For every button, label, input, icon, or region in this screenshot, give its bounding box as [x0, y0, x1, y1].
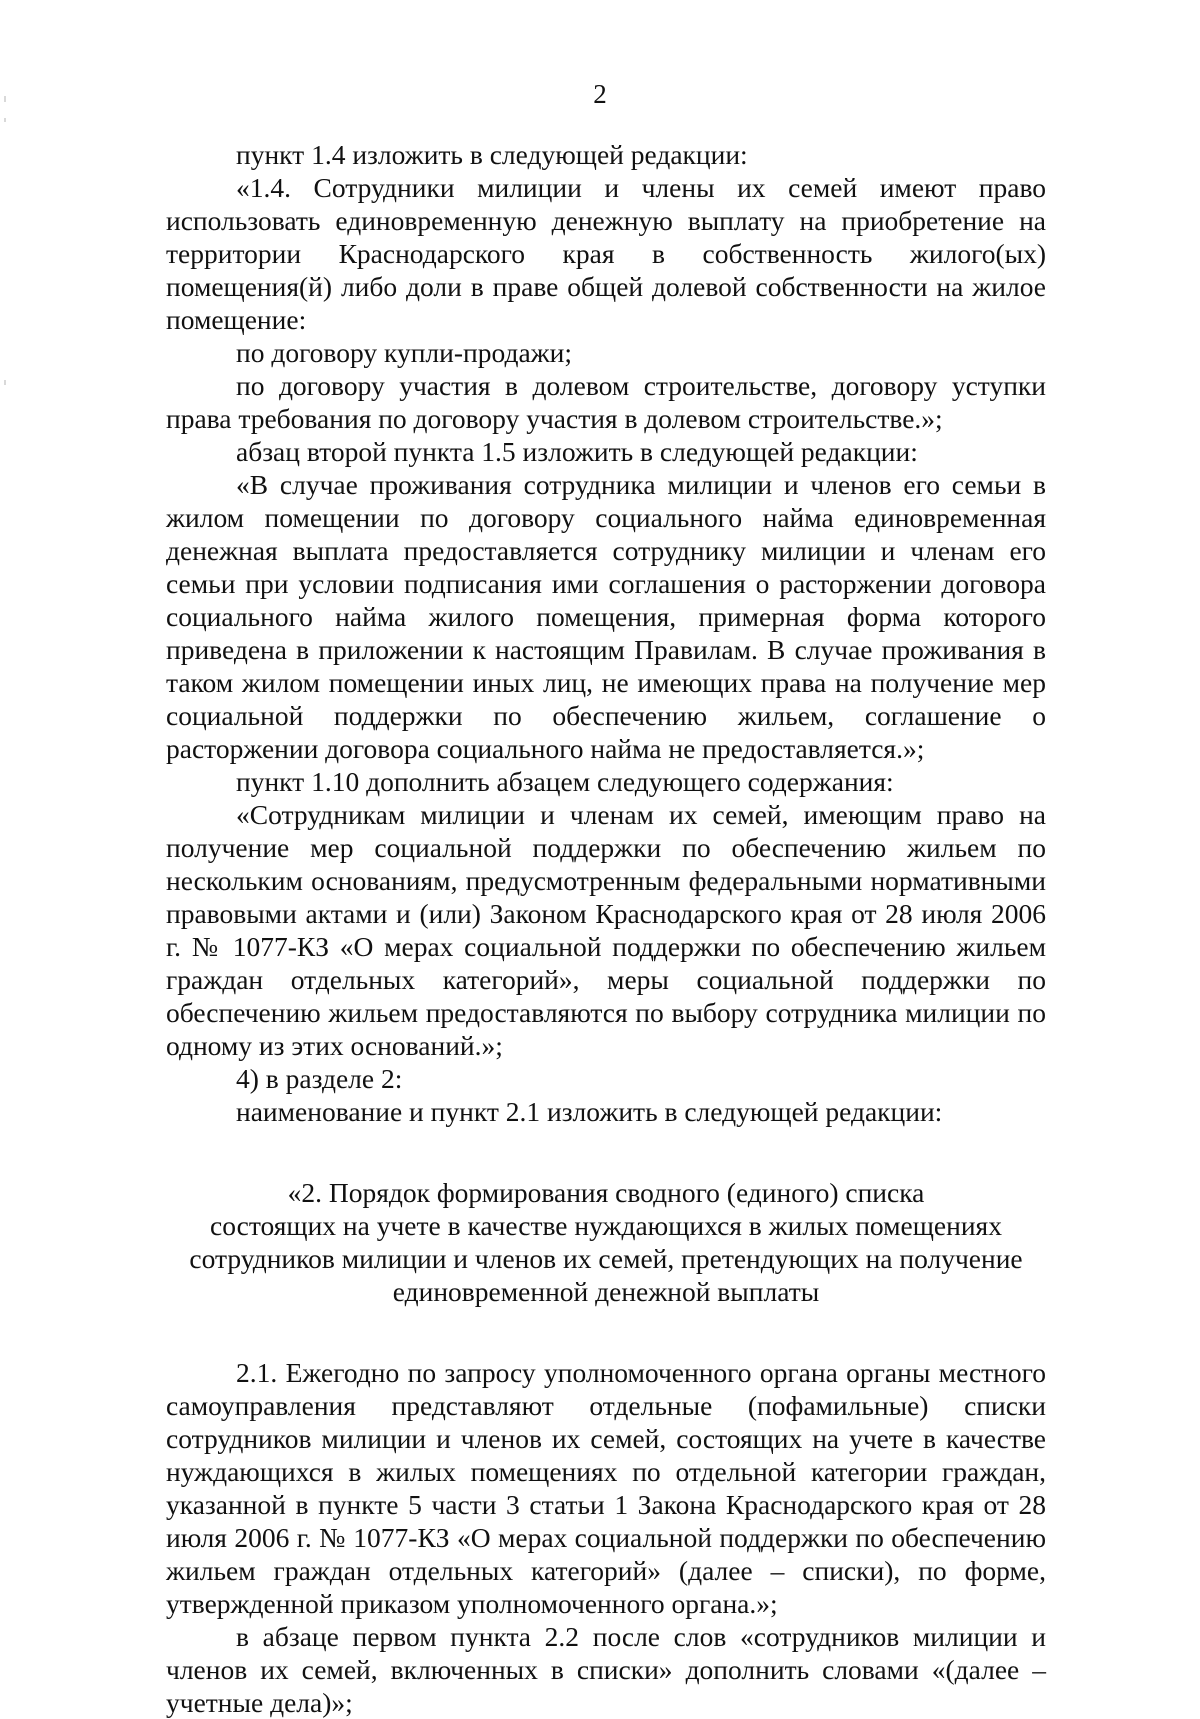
paragraph: 4) в разделе 2: — [236, 1063, 403, 1094]
paragraph: «1.4. Сотрудники милиции и члены их семей имеют право использовать единовременную денежную выплату на приобретение на территории Краснодарского края в собственность жилого(ых) помещения(й) либо доли в праве общей долевой собственности на жилое помещение: — [166, 172, 1046, 335]
paragraph: 2.1. Ежегодно по запросу уполномоченного органа органы местного самоуправления представляют отдельные (пофамильные) списки сотрудников милиции и членов их семей, состоящих на учете в качестве нуждающихся в жилых помещениях по отдельной категории граждан, указанной в пункте 5 части 3 статьи 1 Закона Краснодарского края от 28 июля 2006 г. № 1077-КЗ «О мерах социальной поддержки по обеспечению жильем граждан отдельных категорий» (далее – списки), по форме, утвержденной приказом уполномоченного органа.»; — [166, 1357, 1046, 1619]
section-heading-line: единовременной денежной выплаты — [392, 1276, 820, 1307]
scan-artifact — [4, 380, 6, 385]
paragraph: абзац второй пункта 1.5 изложить в следующей редакции: — [236, 436, 918, 467]
paragraph: пункт 1.10 дополнить абзацем следующего содержания: — [236, 766, 894, 797]
section-heading-line: «2. Порядок формирования сводного (единого) списка — [287, 1177, 925, 1208]
paragraph: наименование и пункт 2.1 изложить в следующей редакции: — [236, 1096, 943, 1127]
paragraph: по договору купли-продажи; — [236, 337, 573, 368]
scan-artifact — [4, 118, 6, 122]
page-number: 2 — [593, 79, 607, 109]
document-body — [166, 138, 1046, 1719]
paragraph: по договору участия в долевом строительстве, договору уступки права требования по договору участия в долевом строительстве.»; — [166, 370, 1046, 434]
paragraph: в абзаце первом пункта 2.2 после слов «сотрудников милиции и членов их семей, включенных в списки» дополнить словами «(далее – учетные дела)»; — [166, 1621, 1046, 1718]
paragraph: «Сотрудникам милиции и членам их семей, имеющим право на получение мер социальной поддержки по обеспечению жильем по нескольким основаниям, предусмотренным федеральными нормативными правовыми актами и (или) Законом Краснодарского края от 28 июля 2006 г. № 1077-КЗ «О мерах социальной поддержки по обеспечению жильем граждан отдельных категорий», меры социальной поддержки по обеспечению жильем предоставляются по выбору сотрудника милиции по одному из этих оснований.»; — [166, 799, 1046, 1061]
paragraph: «В случае проживания сотрудника милиции и членов его семьи в жилом помещении по договору социального найма единовременная денежная выплата предоставляется сотруднику милиции и членам его семьи при условии подписания ими соглашения о расторжении договора социального найма жилого помещения, примерная форма которого приведена в приложении к настоящим Правилам. В случае проживания в таком жилом помещении иных лиц, не имеющих права на получение мер социальной поддержки по обеспечению жильем, соглашение о расторжении договора социального найма не предоставляется.»; — [166, 469, 1046, 764]
paragraph: пункт 1.4 изложить в следующей редакции: — [236, 139, 748, 170]
section-heading-line: состоящих на учете в качестве нуждающихся в жилых помещениях — [210, 1210, 1002, 1241]
section-heading-line: сотрудников милиции и членов их семей, претендующих на получение — [189, 1243, 1023, 1274]
section-heading — [166, 1176, 1046, 1308]
